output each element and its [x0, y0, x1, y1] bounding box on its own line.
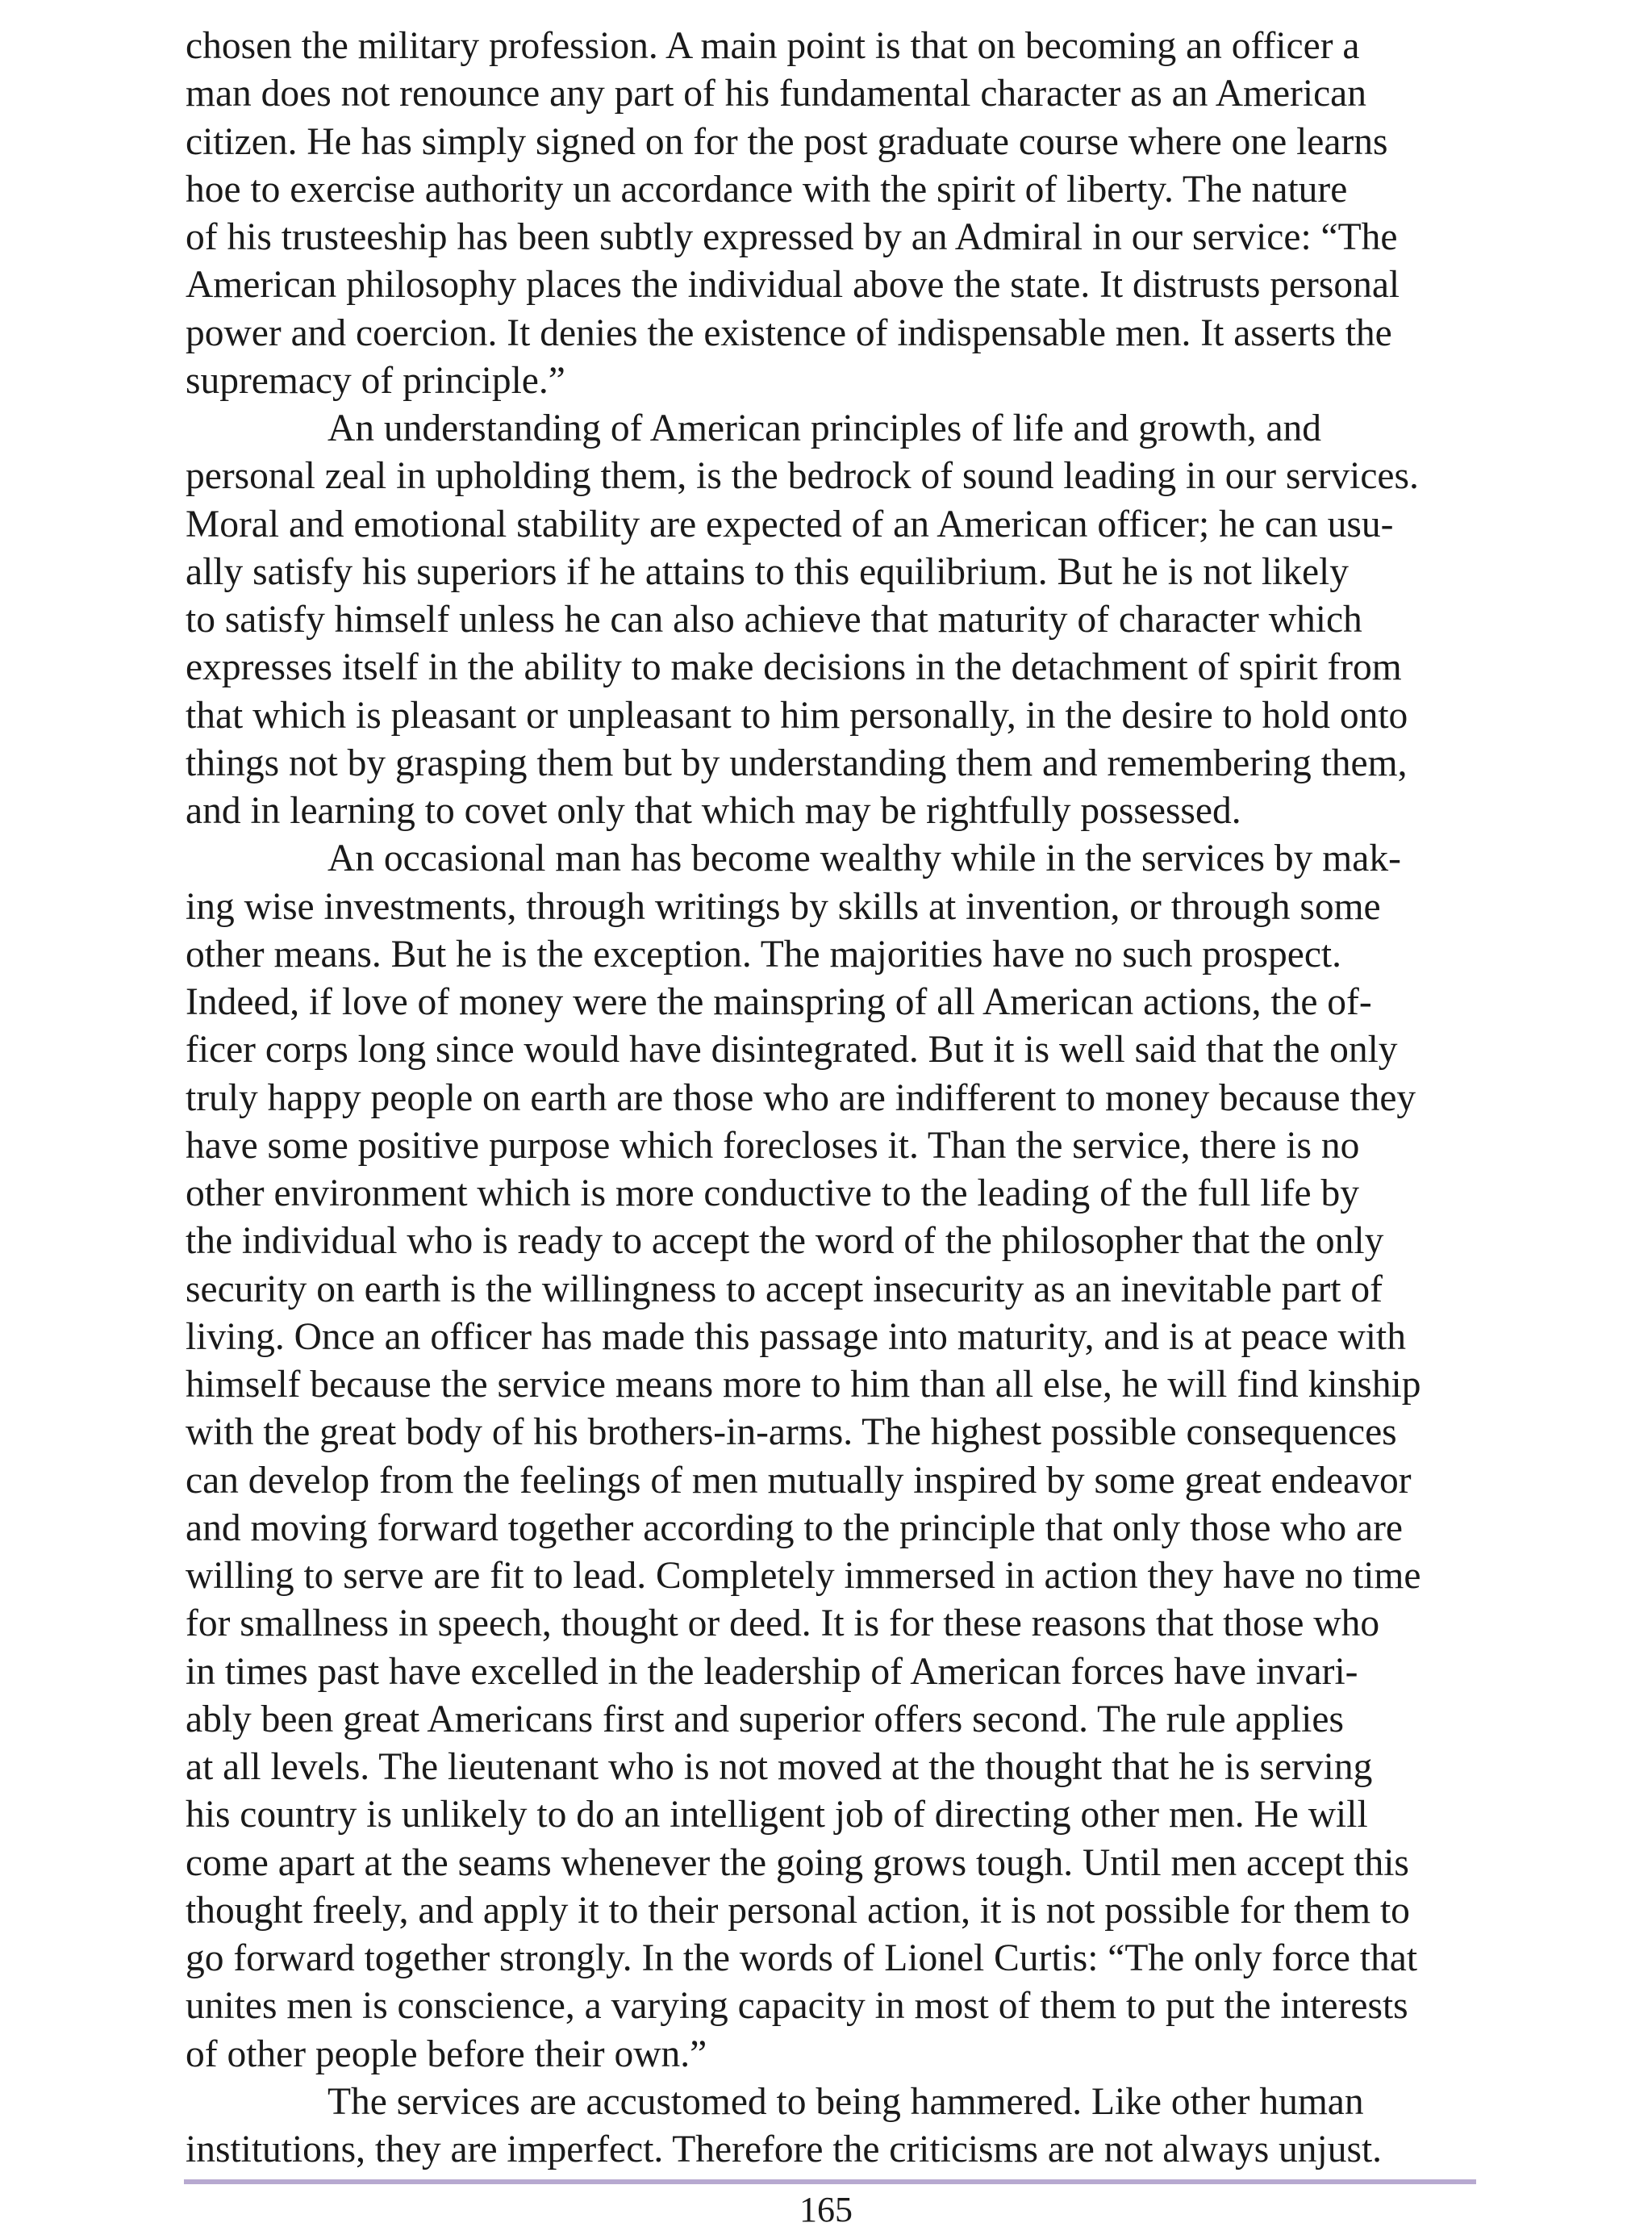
text-line: hoe to exercise authority un accordance with the spirit of liberty. The nature	[186, 168, 1348, 211]
text-line: ably been great Americans first and superior offers second. The rule applies	[186, 1698, 1344, 1740]
text-line: of other people before their own.”	[186, 2033, 707, 2075]
text-line: ficer corps long since would have disintegrated. But it is well said that the only	[186, 1029, 1398, 1072]
text-line: and moving forward together according to the principle that only those who are	[186, 1506, 1403, 1549]
text-line: his country is unlikely to do an intelligent job of directing other men. He will	[186, 1794, 1368, 1836]
text-line: chosen the military profession. A main point is that on becoming an officer a	[186, 25, 1360, 67]
text-line: expresses itself in the ability to make decisions in the detachment of spirit from	[186, 646, 1402, 689]
text-line: man does not renounce any part of his fundamental character as an American	[186, 73, 1366, 115]
text-line: that which is pleasant or unpleasant to him personally, in the desire to hold onto	[186, 694, 1408, 737]
text-line: institutions, they are imperfect. Therefore the criticisms are not always unjust.	[186, 2129, 1383, 2170]
text-line: personal zeal in upholding them, is the bedrock of sound leading in our services.	[186, 455, 1419, 498]
text-line: unites men is conscience, a varying capacity in most of them to put the interests	[186, 1985, 1408, 2028]
text-line: willing to serve are fit to lead. Completely immersed in action they have no time	[186, 1555, 1421, 1597]
text-line: to satisfy himself unless he can also achieve that maturity of character which	[186, 599, 1362, 641]
body-text	[186, 23, 1492, 2174]
page-number: 165	[799, 2190, 853, 2229]
text-line: at all levels. The lieutenant who is not moved at the thought that he is serving	[186, 1746, 1373, 1788]
text-line: living. Once an officer has made this passage into maturity, and is at peace with	[186, 1315, 1406, 1358]
text-line: have some positive purpose which forecloses it. Than the service, there is no	[186, 1124, 1360, 1167]
text-line: thought freely, and apply it to their personal action, it is not possible for them to	[186, 1889, 1410, 1932]
text-line: supremacy of principle.”	[186, 359, 565, 402]
text-line: things not by grasping them but by understanding them and remembering them,	[186, 742, 1408, 784]
text-line: can develop from the feelings of men mutually inspired by some great endeavor	[186, 1459, 1412, 1502]
paragraph-first-line: An occasional man has become wealthy while in the services by mak-	[327, 838, 1401, 880]
text-line: Moral and emotional stability are expected of an American officer; he can usu-	[186, 503, 1394, 545]
text-line: citizen. He has simply signed on for the post graduate course where one learns	[186, 120, 1388, 163]
text-line: ally satisfy his superiors if he attains to this equilibrium. But he is not likely	[186, 550, 1350, 593]
text-line: for smallness in speech, thought or deed. It is for these reasons that those who	[186, 1602, 1380, 1645]
footer-divider	[184, 2179, 1476, 2184]
text-line: come apart at the seams whenever the going grows tough. Until men accept this	[186, 1841, 1409, 1884]
text-line: with the great body of his brothers-in-arms. The highest possible consequences	[186, 1411, 1397, 1454]
text-line: the individual who is ready to accept the word of the philosopher that the only	[186, 1220, 1384, 1263]
text-line: Indeed, if love of money were the mainspring of all American actions, the of-	[186, 981, 1372, 1023]
text-line: in times past have excelled in the leadership of American forces have invari-	[186, 1650, 1358, 1693]
text-line: ing wise investments, through writings by skills at invention, or through some	[186, 885, 1381, 928]
text-line: and in learning to covet only that which may be rightfully possessed.	[186, 790, 1241, 832]
text-line: security on earth is the willingness to accept insecurity as an inevitable part of	[186, 1268, 1383, 1310]
text-line: of his trusteeship has been subtly expressed by an Admiral in our service: “The	[186, 216, 1398, 258]
text-line: truly happy people on earth are those who are indifferent to money because they	[186, 1076, 1416, 1119]
text-line: himself because the service means more to him than all else, he will find kinship	[186, 1364, 1421, 1406]
text-line: go forward together strongly. In the words of Lionel Curtis: “The only force that	[186, 1937, 1418, 1979]
paragraph-first-line: An understanding of American principles of life and growth, and	[327, 407, 1322, 449]
paragraph-first-line: The services are accustomed to being hammered. Like other human	[327, 2080, 1364, 2123]
text-line: power and coercion. It denies the existence of indispensable men. It asserts the	[186, 311, 1392, 354]
text-line: American philosophy places the individual above the state. It distrusts personal	[186, 264, 1400, 307]
text-line: other environment which is more conductive to the leading of the full life by	[186, 1172, 1359, 1214]
text-line: other means. But he is the exception. The majorities have no such prospect.	[186, 933, 1341, 976]
